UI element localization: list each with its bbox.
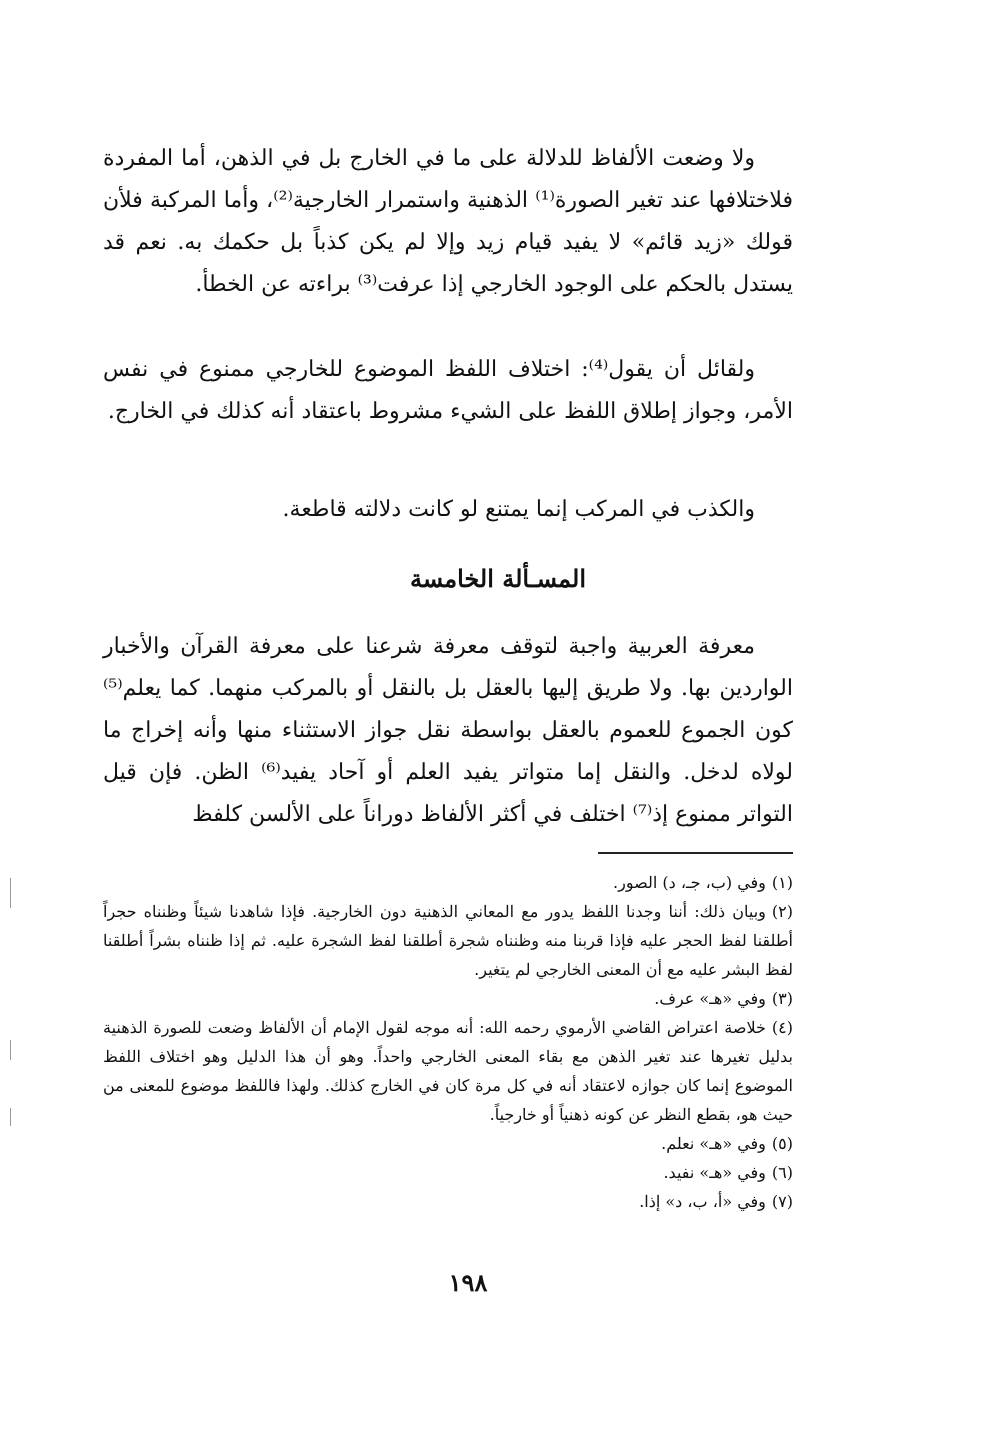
footnote-item bbox=[103, 1013, 793, 1129]
footnote-text: وفي (ب، جـ، د) الصور. bbox=[613, 873, 766, 892]
footnote-text: وفي «أ، ب، د» إذا. bbox=[639, 1192, 766, 1211]
footnote-text: خلاصة اعتراض القاضي الأرموي رحمه الله: أنه موجه لقول الإمام أن الألفاظ وضعت للصورة الذهنية بدليل تغيرها عند تغير الذهن مع بقاء المعنى الخارجي واحداً. وهو أن هذا الدليل وهو اختلاف اللفظ الموضوع إنما كان جوازه لاعتقاد أنه في كل مرة كان في الخارج كذلك. ولهذا فاللفظ موضوع للمعنى من حيث هو، بقطع النظر عن كونه ذهنياً أو خارجياً. bbox=[103, 1018, 794, 1124]
section-heading: المسـألة الخامسة bbox=[409, 564, 587, 593]
footnote-item bbox=[103, 1158, 793, 1187]
body-paragraph-3: والكذب في المركب إنما يمتنع لو كانت دلالته قاطعة. bbox=[282, 497, 755, 522]
page-number: ١٩٨ bbox=[448, 1268, 488, 1297]
body-paragraph-2: ولقائل أن يقول⁽⁴⁾: اختلاف اللفظ الموضوع للخارجي ممنوع في نفس الأمر، وجواز إطلاق اللفظ على الشيء مشروط باعتقاد أنه كذلك في الخارج. bbox=[103, 357, 793, 424]
footnote-number: (٧) bbox=[771, 1192, 793, 1211]
scan-margin-mark bbox=[10, 1040, 11, 1060]
footnote-text: وفي «هـ» نفيد. bbox=[663, 1163, 766, 1182]
footnote-number: (٣) bbox=[771, 989, 793, 1008]
scan-margin-mark bbox=[10, 878, 11, 908]
footnote-separator bbox=[598, 852, 793, 854]
footnotes-list bbox=[103, 868, 793, 1216]
footnote-text: وبيان ذلك: أننا وجدنا اللفظ يدور مع المعاني الذهنية دون الخارجية. فإذا شاهدنا شيئاً وظنناه حجراً أطلقنا لفظ الحجر عليه فإذا قربنا منه وظنناه شجرة أطلقنا لفظ الشجرة عليه. ثم إذا ظنناه بشراً أطلقنا لفظ البشر عليه مع أن المعنى الخارجي لم يتغير. bbox=[103, 902, 794, 979]
footnote-item bbox=[103, 1129, 793, 1158]
body-paragraph-1: ولا وضعت الألفاظ للدلالة على ما في الخارج بل في الذهن، أما المفردة فلاختلافها عند تغير الصورة⁽¹⁾ الذهنية واستمرار الخارجية⁽²⁾، وأما المركبة فلأن قولك «زيد قائم» لا يفيد قيام زيد وإلا لم يكن كذباً بل حكمك به. نعم قد يستدل بالحكم على الوجود الخارجي إذا عرفت⁽³⁾ براءته عن الخطأ. bbox=[103, 146, 793, 297]
footnote-number: (٥) bbox=[771, 1134, 793, 1153]
body-paragraph-main: معرفة العربية واجبة لتوقف معرفة شرعنا على معرفة القرآن والأخبار الواردين بها. ولا طريق إليها بالعقل بل بالنقل أو بالمركب منهما. كما يعلم⁽⁵⁾ كون الجموع للعموم بالعقل بواسطة نقل جواز الاستثناء منها وأنه إخراج ما لولاه لدخل. والنقل إما متواتر يفيد العلم أو آحاد يفيد⁽⁶⁾ الظن. فإن قيل التواتر ممنوع إذ⁽⁷⁾ اختلف في أكثر الألفاظ دوراناً على الألسن كلفظ bbox=[103, 634, 793, 827]
footnote-text: وفي «هـ» عرف. bbox=[654, 989, 766, 1008]
footnote-item bbox=[103, 984, 793, 1013]
footnote-text: وفي «هـ» نعلم. bbox=[661, 1134, 766, 1153]
footnote-number: (٦) bbox=[771, 1163, 793, 1182]
footnote-number: (٤) bbox=[771, 1018, 793, 1037]
footnote-item bbox=[103, 1187, 793, 1216]
footnote-item bbox=[103, 868, 793, 897]
footnote-number: (٢) bbox=[771, 902, 793, 921]
footnote-item bbox=[103, 897, 793, 984]
footnote-number: (١) bbox=[771, 873, 793, 892]
scan-margin-mark bbox=[10, 1108, 11, 1126]
